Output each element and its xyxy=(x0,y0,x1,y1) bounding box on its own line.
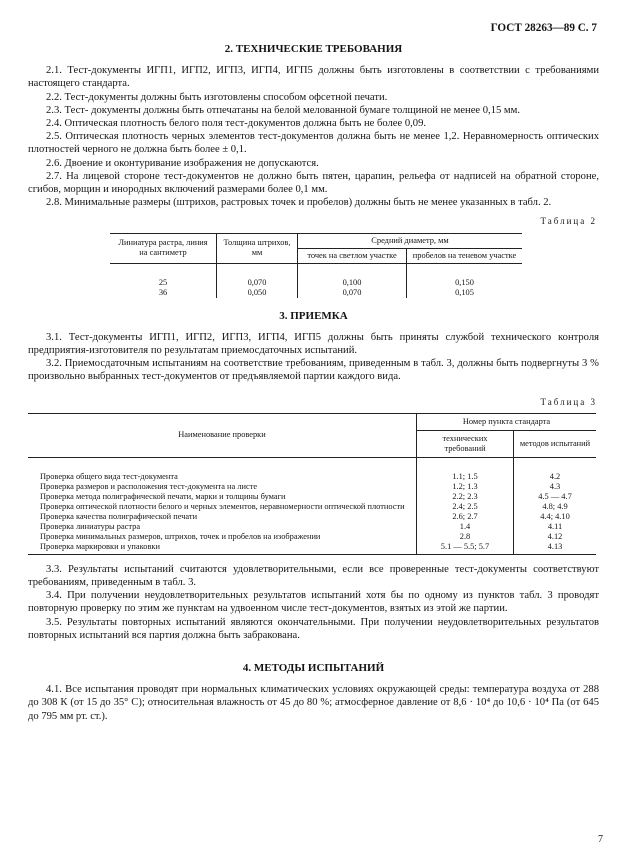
cell-methods: 4.4; 4.10 xyxy=(514,512,597,522)
paragraph-2-7: 2.7. На лицевой стороне тест-документов не должно быть пятен, царапин, рельефа от надписей на обратной стороне, сгибов, морщин и инородных включений размерами более 0,1 мм. xyxy=(28,170,599,196)
table-2 xyxy=(110,233,522,298)
cell-methods: 4.13 xyxy=(514,542,597,555)
cell-methods: 4.11 xyxy=(514,522,597,532)
cell-gaps: 0,150 xyxy=(407,263,523,288)
paragraph-2-5: 2.5. Оптическая плотность черных элементов тест-документов должна быть не менее 1,2. Неравномерность оптических плотностей черного не должна быть более ± 0,1. xyxy=(28,131,599,156)
cell-tech: 2.2; 2.3 xyxy=(417,492,514,502)
cell-tech: 1.2; 1.3 xyxy=(417,482,514,492)
cell-methods: 4.2 xyxy=(514,457,597,482)
table-2-header-dots: точек на светлом участке xyxy=(298,248,407,263)
cell-thickness: 0,070 xyxy=(217,263,298,288)
table-2-caption: Таблица 2 xyxy=(540,216,597,227)
paragraph-3-5: 3.5. Результаты повторных испытаний являются окончательными. При получении неудовлетворительных результатов повторных испытаний вся партия должна быть забракована. xyxy=(28,616,599,641)
paragraph-3-4: 3.4. При получении неудовлетворительных результатов испытаний хотя бы по одному из пунктов табл. 3 проводят повторную проверку по этим же пунктам на удвоенном числе тест-документов, взятых из этой же партии. xyxy=(28,590,599,615)
cell-check-name: Проверка общего вида тест-документа xyxy=(40,471,178,481)
table-row xyxy=(28,482,596,492)
paragraph-2-2: 2.2. Тест-документы должны быть изготовлены способом офсетной печати. xyxy=(46,91,388,103)
cell-methods: 4.12 xyxy=(514,532,597,542)
table-row xyxy=(28,492,596,502)
cell-tech: 5.1 — 5.5; 5.7 xyxy=(417,542,514,555)
paragraph-2-3: 2.3. Тест- документы должны быть отпечатаны на белой мелованной бумаге толщиной не менее 0,15 мм. xyxy=(46,104,520,116)
table-row xyxy=(28,512,596,522)
table-row xyxy=(110,288,522,298)
table-row xyxy=(28,542,596,555)
paragraph-2-8: 2.8. Минимальные размеры (штрихов, растровых точек и пробелов) должны быть не менее указанных в табл. 2. xyxy=(46,197,552,209)
cell-methods: 4.8; 4.9 xyxy=(514,502,597,512)
cell-check-name: Проверка оптической плотности белого и черных элементов, неравномерности оптической плотности xyxy=(40,501,405,511)
table-3-header-tech: технических требований xyxy=(417,430,514,457)
section-4-title: 4. МЕТОДЫ ИСПЫТАНИЙ xyxy=(242,662,385,675)
cell-methods: 4.5 — 4.7 xyxy=(514,492,597,502)
cell-thickness: 0,050 xyxy=(217,288,298,298)
table-row xyxy=(28,522,596,532)
cell-methods: 4.3 xyxy=(514,482,597,492)
cell-tech: 2.4; 2.5 xyxy=(417,502,514,512)
cell-tech: 1.1; 1.5 xyxy=(417,457,514,482)
paragraph-4-1: 4.1. Все испытания проводят при нормальных климатических условиях окружающей среды: температура воздуха от 288 до 308 К (от 15 до 35° С); относительная влажность от 45 до 80 %; атмосферное давление от 8,6 · 10⁴ до 10,6 · 10⁴ Па (от 645 до 795 мм рт. ст.). xyxy=(28,684,599,722)
table-3 xyxy=(28,413,596,555)
section-3-title: 3. ПРИЕМКА xyxy=(279,309,348,322)
paragraph-2-6: 2.6. Двоение и оконтуривание изображения не допускаются. xyxy=(46,157,319,169)
cell-check-name: Проверка метода полиграфической печати, марки и толщины бумаги xyxy=(40,491,286,501)
table-3-header-clause: Номер пункта стандарта xyxy=(417,413,597,430)
cell-tech: 2.8 xyxy=(417,532,514,542)
cell-check-name: Проверка размеров и расположения тест-документа на листе xyxy=(40,481,258,491)
table-2-header-gaps: пробелов на теневом участке xyxy=(407,248,523,263)
cell-check-name: Проверка маркировки и упаковки xyxy=(28,542,417,555)
table-row xyxy=(28,457,596,482)
table-row xyxy=(110,263,522,288)
cell-check-name: Проверка качества полиграфической печати xyxy=(40,511,198,521)
table-3-header-methods: методов испытаний xyxy=(514,430,597,457)
section-2-title: 2. ТЕХНИЧЕСКИЕ ТРЕБОВАНИЯ xyxy=(224,43,403,55)
table-2-header-thickness: Толщина штрихов, мм xyxy=(217,233,298,263)
cell-dots: 0,100 xyxy=(298,263,407,288)
table-2-header-diameter: Средний диаметр, мм xyxy=(298,233,523,248)
cell-tech: 2.6; 2.7 xyxy=(417,512,514,522)
table-3-caption: Таблица 3 xyxy=(540,396,597,407)
paragraph-3-2: 3.2. Приемосдаточным испытаниям на соответствие требованиям, приведенным в табл. 3, должны быть подвергнуты 3 % произвольно выбранных тест-документов от предъявляемой партии каждого вида. xyxy=(28,358,599,383)
cell-dots: 0,070 xyxy=(298,288,407,298)
table-row xyxy=(28,532,596,542)
page-header: ГОСТ 28263—89 С. 7 xyxy=(490,22,597,34)
cell-check-name: Проверка линиатуры растра xyxy=(40,521,141,531)
page-number: 7 xyxy=(598,833,603,845)
cell-lineature: 36 xyxy=(158,287,168,297)
cell-check-name: Проверка минимальных размеров, штрихов, точек и пробелов на изображении xyxy=(40,531,321,541)
table-3-header-check: Наименование проверки xyxy=(28,413,417,457)
paragraph-2-4: 2.4. Оптическая плотность белого поля тест-документов должна быть не более 0,09. xyxy=(46,118,427,130)
cell-tech: 1.4 xyxy=(417,522,514,532)
cell-gaps: 0,105 xyxy=(407,288,523,298)
paragraph-3-3: 3.3. Результаты испытаний считаются удовлетворительными, если все проверенные тест-документы соответствуют требованиям, приведенным в табл. 3. xyxy=(28,563,599,589)
cell-lineature: 25 xyxy=(158,277,168,287)
table-2-header-lineature: Линиатура растра, линия на сантиметр xyxy=(110,233,217,263)
paragraph-2-1: 2.1. Тест-документы ИГП1, ИГП2, ИГП3, ИГП4, ИГП5 должны быть изготовлены в соответствии с требованиями настоящего стандарта. xyxy=(28,65,599,90)
table-row xyxy=(28,502,596,512)
paragraph-3-1: 3.1. Тест-документы ИГП1, ИГП2, ИГП3, ИГП4, ИГП5 должны быть приняты службой технического контроля предприятия-изготовителя по результатам приемосдаточных испытаний. xyxy=(28,331,599,357)
